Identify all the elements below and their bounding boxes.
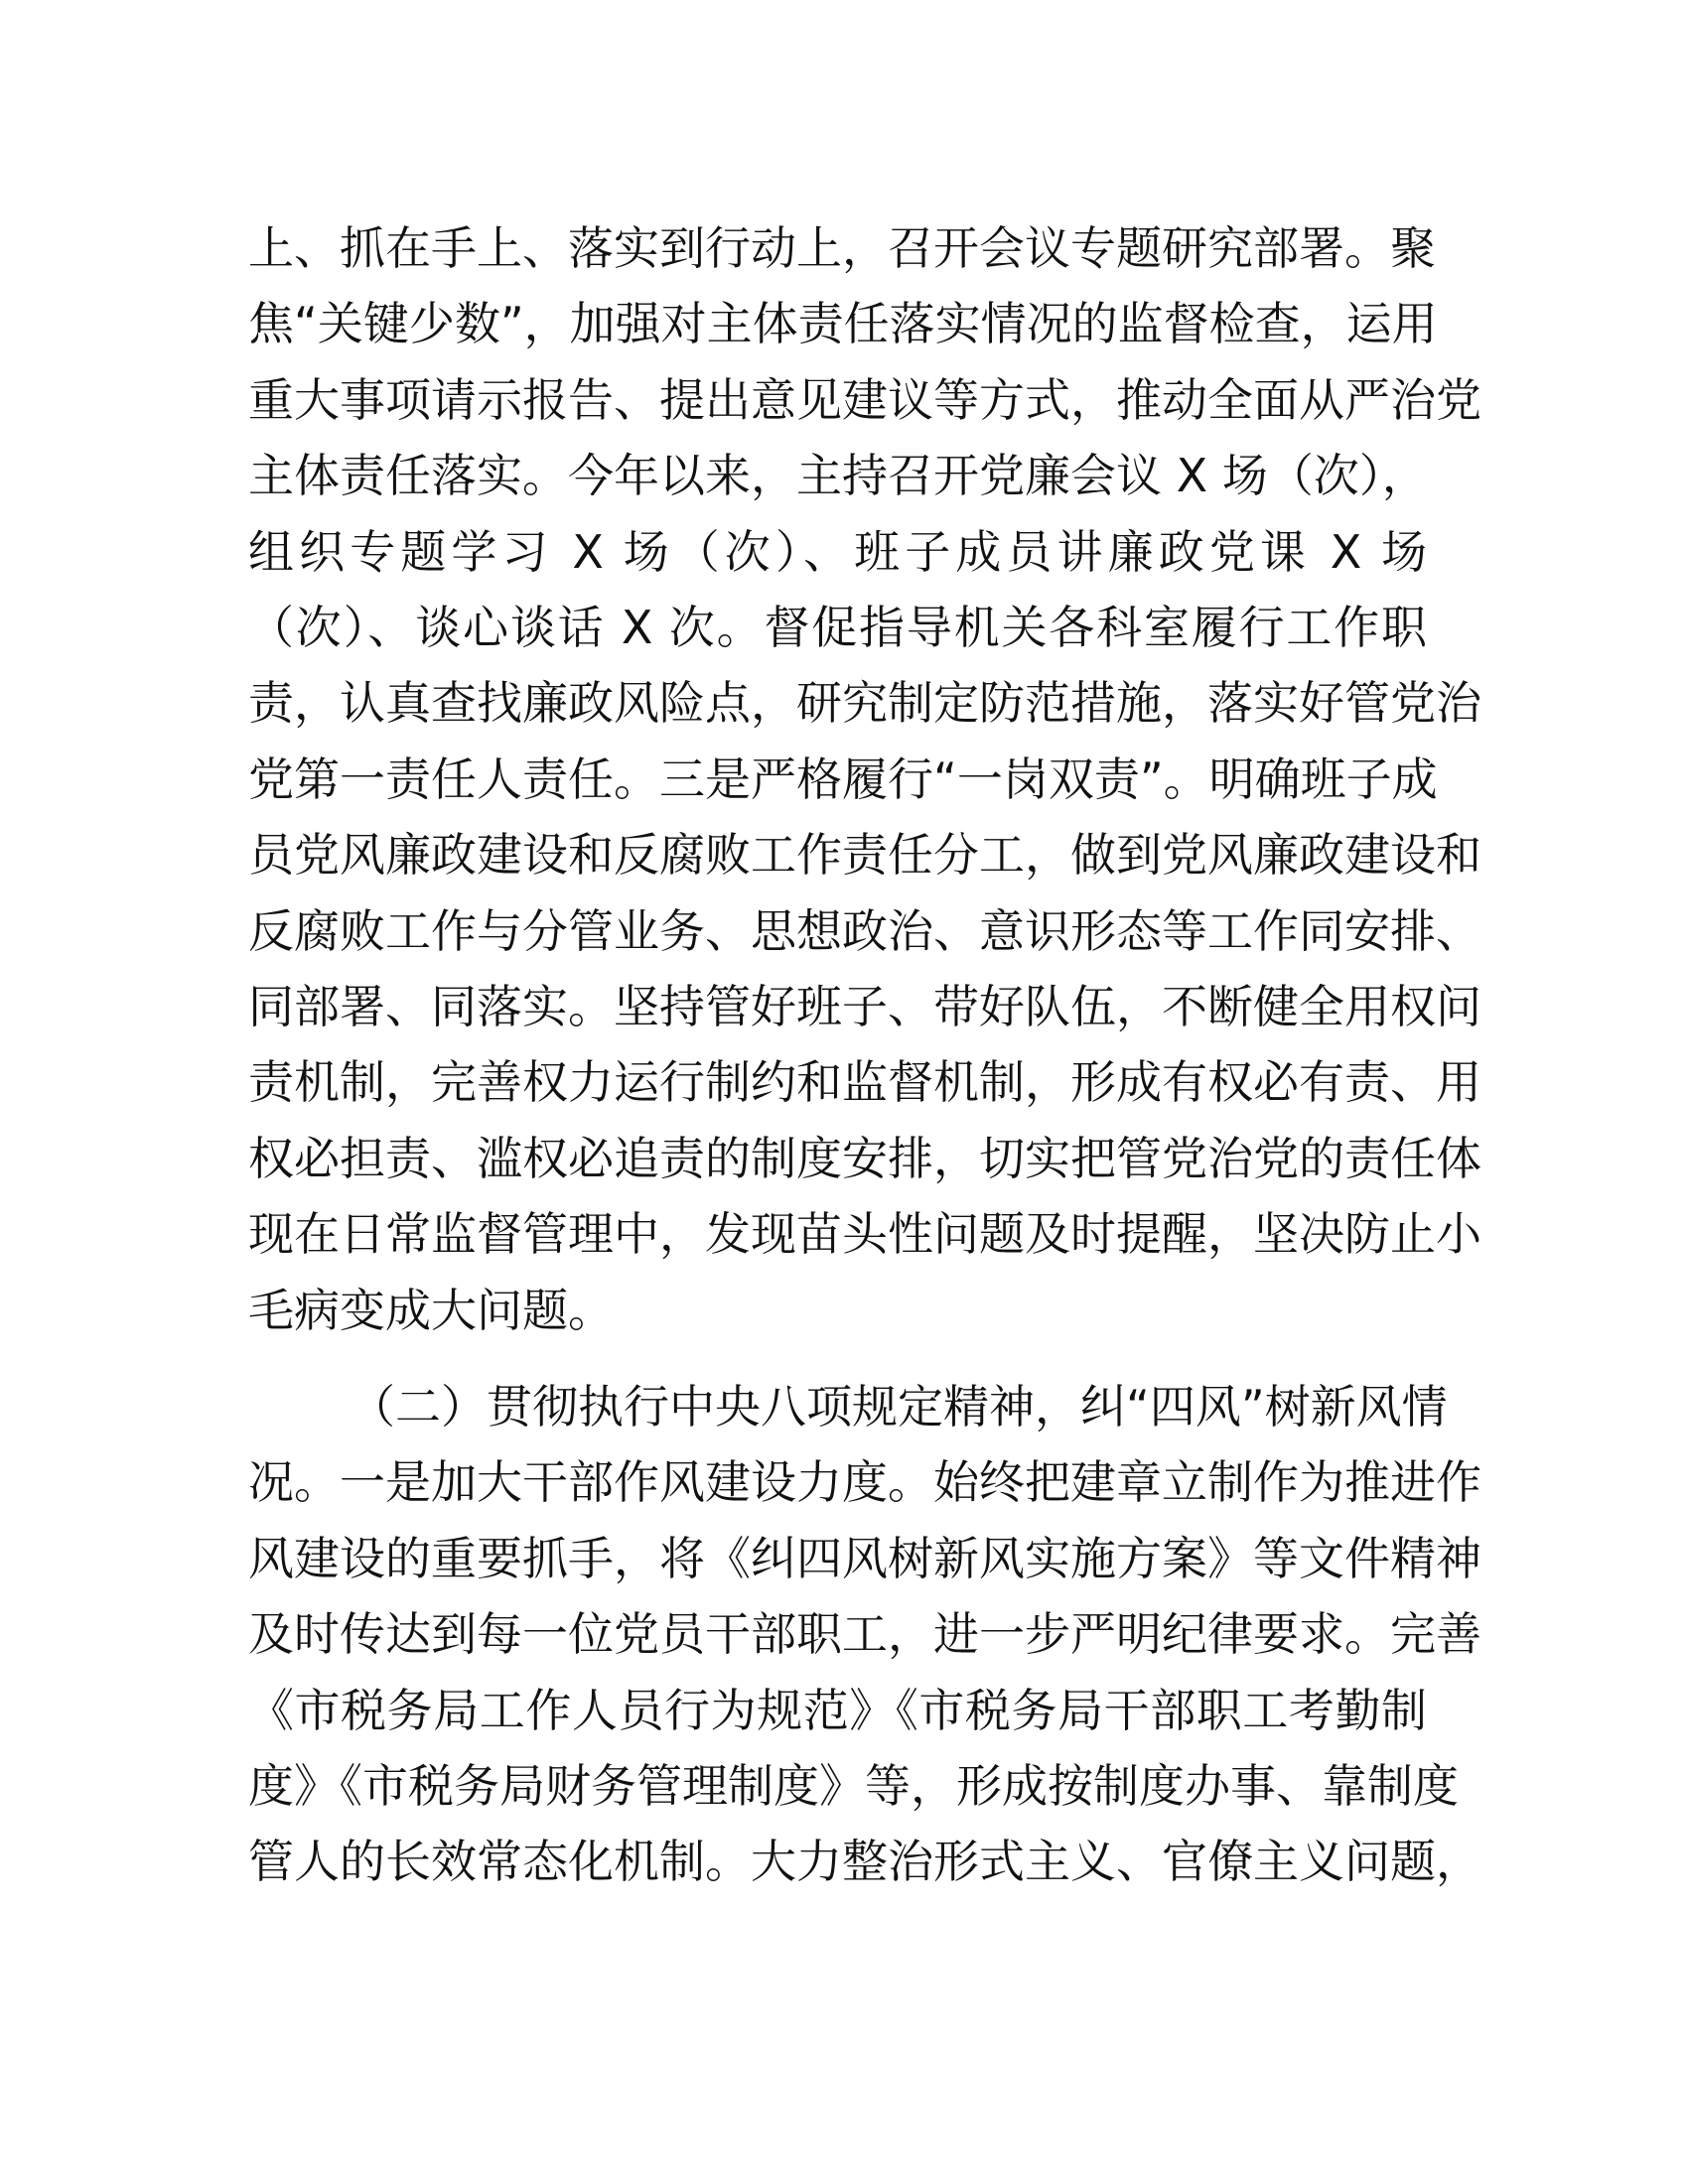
text-line: 同部署、同落实。坚持管好班子、带好队伍，不断健全用权问: [248, 980, 1481, 1033]
text-line: 风建设的重要抓手，将《纠四风树新风实施方案》等文件精神: [248, 1531, 1481, 1585]
text-line: （次）、谈心谈话 X 次。督促指导机关各科室履行工作职: [248, 601, 1427, 654]
text-line: 党第一责任人责任。三是严格履行“一岗双责”。明确班子成: [248, 751, 1438, 806]
text-line: 度》《市税务局财务管理制度》等，形成按制度办事、靠制度: [248, 1759, 1459, 1813]
text-line: 重大事项请示报告、提出意见建议等方式，推动全面从严治党: [248, 372, 1481, 427]
text-line: 员党风廉政建设和反腐败工作责任分工，做到党风廉政建设和: [248, 828, 1481, 883]
text-line: 权必担责、滥权必追责的制度安排，切实把管党治党的责任体: [248, 1131, 1481, 1185]
text-line: 《市税务局工作人员行为规范》《市税务局干部职工考勤制: [248, 1683, 1427, 1737]
text-line: 及时传达到每一位党员干部职工，进一步严明纪律要求。完善: [248, 1607, 1481, 1662]
text-line: 组织专题学习 X 场（次）、班子成员讲廉政党课 X 场: [248, 524, 1427, 579]
text-line: 毛病变成大问题。: [248, 1283, 614, 1337]
text-line: 现在日常监督管理中，发现苗头性问题及时提醒，坚决防止小: [248, 1207, 1481, 1262]
text-line: 责，认真查找廉政风险点，研究制定防范措施，落实好管党治: [248, 676, 1481, 731]
text-line: （二）贯彻执行中央八项规定精神，纠“四风”树新风情: [350, 1380, 1448, 1433]
text-line: 管人的长效常态化机制。大力整治形式主义、官僚主义问题，: [248, 1835, 1481, 1889]
text-line: 焦“关键少数”，加强对主体责任落实情况的监督检查，运用: [248, 297, 1438, 351]
text-line: 上、抓在手上、落实到行动上，召开会议专题研究部署。聚: [248, 221, 1436, 275]
text-line: 责机制，完善权力运行制约和监督机制，形成有权必有责、用: [248, 1055, 1481, 1110]
text-line: 况。一是加大干部作风建设力度。始终把建章立制作为推进作: [248, 1455, 1481, 1510]
text-line: 主体责任落实。今年以来，主持召开党廉会议 X 场（次），: [248, 449, 1428, 503]
text-line: 反腐败工作与分管业务、思想政治、意识形态等工作同安排、: [248, 903, 1481, 958]
